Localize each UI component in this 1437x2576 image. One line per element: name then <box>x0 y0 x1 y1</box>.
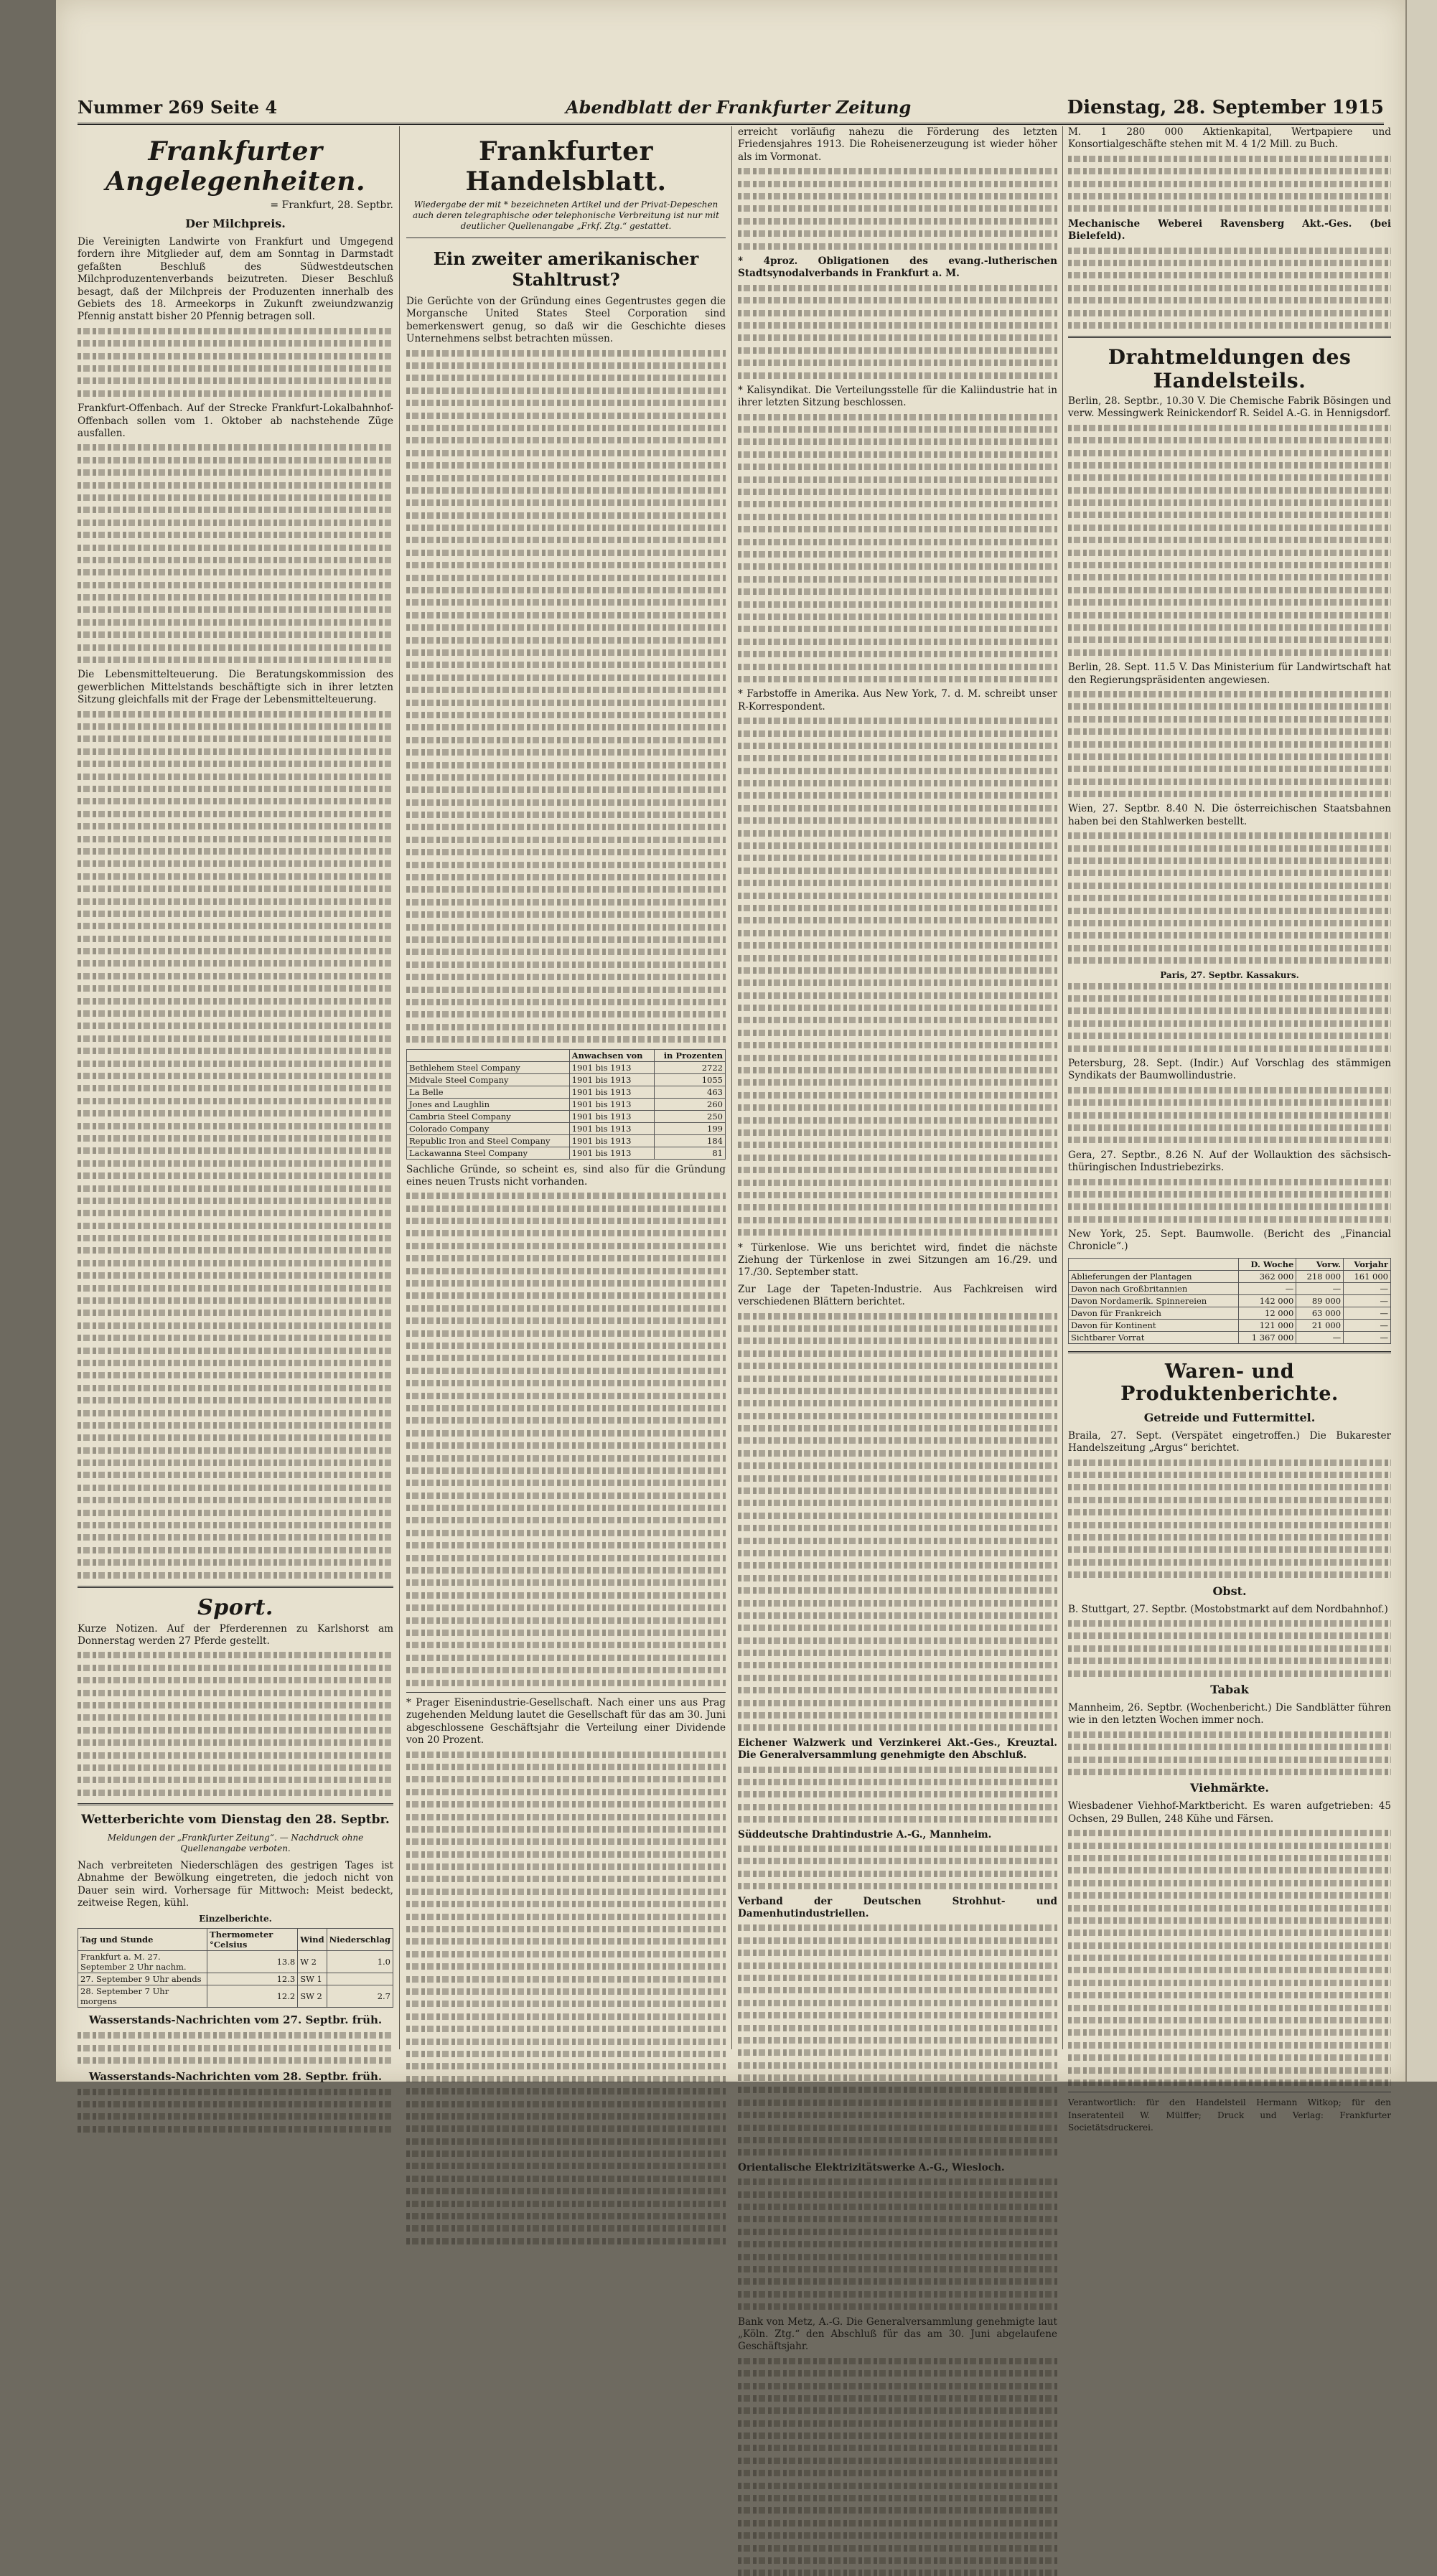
table-cell <box>327 1973 393 1985</box>
column-2 <box>406 126 726 2049</box>
section-title-waren: Waren- und Produktenberichte. <box>1120 1360 1339 1405</box>
table-cell: 21 000 <box>1296 1319 1344 1331</box>
divider <box>78 1803 393 1805</box>
article-text: * 4proz. Obligationen des evang.-lutherischen Stadtsynodalverbands in Frankfurt a. M. <box>738 255 1057 280</box>
table-cell: — <box>1296 1331 1344 1343</box>
table-cell: 184 <box>654 1134 725 1147</box>
article-text: * Kalisyndikat. Die Verteilungsstelle für die Kaliindustrie hat in ihrer letzten Sitzung beschlossen. <box>738 384 1057 409</box>
newspaper-title: Abendblatt der Frankfurter Zeitung <box>566 97 912 118</box>
table-title: Einzelberichte. <box>199 1914 272 1924</box>
article-text: Die Gerüchte von der Gründung eines Gegentrustes gegen die Morgansche United States Steel Corporation sind bemerkenswert genug, so daß wir die Geschichte dieses Unternehmens selbst betrachten müssen. <box>406 296 726 345</box>
table-row <box>78 1973 393 1985</box>
table-cell: 250 <box>654 1110 725 1122</box>
table-cell: Sichtbarer Vorrat <box>1069 1331 1239 1343</box>
text-block <box>1068 425 1391 656</box>
divider <box>1068 1351 1391 1353</box>
table-row <box>1069 1319 1391 1331</box>
table-header: Wind <box>298 1929 327 1951</box>
article-text: Wiesbadener Viehhof-Marktbericht. Es waren aufgetrieben: 45 Ochsen, 29 Bullen, 248 Kühe und Färsen. <box>1068 1800 1391 1825</box>
table-title: Paris, 27. Septbr. Kassakurs. <box>1160 969 1299 980</box>
text-block <box>738 1767 1057 1823</box>
article-headline: Ein zweiter amerikanischer Stahltrust? <box>433 248 699 290</box>
text-block <box>1068 691 1391 797</box>
article-text: Eichener Walzwerk und Verzinkerei Akt.-Ges., Kreuztal. Die Generalversammlung genehmigte den Abschluß. <box>738 1736 1057 1762</box>
text-block <box>78 2089 393 2133</box>
article-text: * Türkenlose. Wie uns berichtet wird, findet die nächste Ziehung der Türkenlose in zwei Sitzungen am 16./29. und 17./30. September statt. <box>738 1241 1057 1279</box>
newspaper-sheet <box>56 0 1405 2353</box>
article-text: B. Stuttgart, 27. Septbr. (Mostobstmarkt auf dem Nordbahnhof.) <box>1068 1603 1388 1615</box>
table-cell: Lackawanna Steel Company <box>407 1147 570 1159</box>
weather-title: Wetterberichte vom Dienstag den 28. Septbr. <box>81 1812 390 1827</box>
steel-table <box>406 1049 726 1160</box>
text-block <box>1068 1731 1391 1775</box>
divider <box>78 1586 393 1588</box>
table-cell: 81 <box>654 1147 725 1159</box>
text-block <box>1068 1179 1391 1223</box>
text-block <box>1068 1087 1391 1144</box>
article-text: erreicht vorläufig nahezu die Förderung des letzten Friedensjahres 1913. Die Roheisenerzeugung ist wieder höher als im Vormonat. <box>738 126 1057 163</box>
text-block <box>78 1652 393 1795</box>
table-cell: Republic Iron and Steel Company <box>407 1134 570 1147</box>
article-text: Verband der Deutschen Strohhut- und Damenhutindustriellen. <box>738 1895 1057 1919</box>
table-cell: 27. September 9 Uhr abends <box>78 1973 207 1985</box>
table-cell: 260 <box>654 1098 725 1110</box>
table-cell: — <box>1344 1307 1391 1319</box>
text-block <box>406 1752 726 2244</box>
table-cell: — <box>1296 1282 1344 1294</box>
article-text: Braila, 27. Sept. (Verspätet eingetroffen.) Die Bukarester Handelszeitung „Argus“ berichtet. <box>1068 1429 1391 1454</box>
table-cell: 121 000 <box>1238 1319 1296 1331</box>
table-cell: 1901 bis 1913 <box>569 1110 654 1122</box>
section-title-sport: Sport. <box>197 1594 273 1620</box>
column-rule <box>731 126 732 2049</box>
text-block <box>1068 156 1391 212</box>
article-text: Gera, 27. Septbr., 8.26 N. Auf der Wollauktion des sächsisch-thüringischen Industriebezirks. <box>1068 1149 1391 1174</box>
table-cell: 1901 bis 1913 <box>569 1147 654 1159</box>
table-row <box>407 1110 726 1122</box>
table-cell: Frankfurt a. M. 27. September 2 Uhr nachm. <box>78 1951 207 1973</box>
table-cell: 28. September 7 Uhr morgens <box>78 1985 207 2008</box>
article-text: Mannheim, 26. Septbr. (Wochenbericht.) Die Sandblätter führen wie in den letzten Wochen immer noch. <box>1068 1701 1391 1726</box>
table-cell: Bethlehem Steel Company <box>407 1061 570 1073</box>
section-title-handelsblatt: Frankfurter Handelsblatt. <box>465 136 667 197</box>
issue-date: Dienstag, 28. September 1915 <box>1067 97 1384 118</box>
table-cell: 2722 <box>654 1061 725 1073</box>
table-row <box>1069 1294 1391 1307</box>
text-block <box>78 2032 393 2064</box>
table-cell: — <box>1344 1294 1391 1307</box>
table-cell: 1901 bis 1913 <box>569 1061 654 1073</box>
article-text: Berlin, 28. Sept. 11.5 V. Das Ministerium für Landwirtschaft hat den Regierungspräsidenten angewiesen. <box>1068 662 1391 686</box>
table-cell: 142 000 <box>1238 1294 1296 1307</box>
text-block <box>78 328 393 397</box>
article-text: Zur Lage der Tapeten-Industrie. Aus Fachkreisen wird verschiedenen Blättern berichtet. <box>738 1283 1057 1308</box>
article-text: Bank von Metz, A.-G. Die Generalversammlung genehmigte laut „Köln. Ztg.“ den Abschluß für das am 30. Juni abgelaufene Geschäftsjahr. <box>738 2316 1057 2353</box>
table-cell: — <box>1344 1282 1391 1294</box>
text-block <box>738 1924 1057 2156</box>
weather-text: Nach verbreiteten Niederschlägen des gestrigen Tages ist Abnahme der Bewölkung eingetreten, die jedoch nicht von Dauer sein wird. Vorhersage für Mittwoch: Meist bedeckt, zeitweise Regen, kühl. <box>78 1859 393 1909</box>
text-block <box>1068 1459 1391 1579</box>
text-block <box>1068 832 1391 964</box>
table-cell: SW 2 <box>298 1985 327 2008</box>
table-header: Vorw. <box>1296 1258 1344 1270</box>
table-cell: Jones and Laughlin <box>407 1098 570 1110</box>
table-cell: 13.8 <box>207 1951 298 1973</box>
text-block <box>738 2178 1057 2310</box>
table-cell: Midvale Steel Company <box>407 1073 570 1086</box>
article-text: Orientalische Elektrizitätswerke A.-G., Wiesloch. <box>738 2161 1005 2173</box>
table-cell: 63 000 <box>1296 1307 1344 1319</box>
table-cell: La Belle <box>407 1086 570 1098</box>
table-cell: Cambria Steel Company <box>407 1110 570 1122</box>
text-block <box>738 1313 1057 1731</box>
table-cell: Davon Nordamerik. Spinnereien <box>1069 1294 1239 1307</box>
issue-number: Nummer 269 Seite 4 <box>78 97 278 118</box>
table-cell: — <box>1238 1282 1296 1294</box>
section-title-local: Frankfurter Angelegenheiten. <box>105 136 365 197</box>
table-cell: — <box>1344 1319 1391 1331</box>
table-cell: 2.7 <box>327 1985 393 2008</box>
table-cell: Colorado Company <box>407 1122 570 1134</box>
column-3 <box>738 126 1057 2353</box>
table-row <box>407 1098 726 1110</box>
table-row <box>1069 1282 1391 1294</box>
text-block <box>1068 248 1391 329</box>
article-text: M. 1 280 000 Aktienkapital, Wertpapiere und Konsortialgeschäfte stehen mit M. 4 1/2 Mill. zu Buch. <box>1068 126 1391 151</box>
column-4 <box>1068 126 1391 2133</box>
dateline: = Frankfurt, 28. Septbr. <box>270 199 393 211</box>
table-row <box>1069 1331 1391 1343</box>
article-title: Der Milchpreis. <box>185 217 286 230</box>
masthead <box>78 97 1384 125</box>
weather-table <box>78 1928 393 2008</box>
divider <box>1068 336 1391 338</box>
imprint: Verantwortlich: für den Handelsteil Hermann Witkop; für den Inseratenteil W. Mülffer; Druck und Verlag: Frankfurter Societätsdruckerei. <box>1068 2097 1391 2133</box>
table-cell: 1901 bis 1913 <box>569 1122 654 1134</box>
table-cell: 1 367 000 <box>1238 1331 1296 1343</box>
table-header: Anwachsen von <box>569 1049 654 1061</box>
article-text: Berlin, 28. Septbr., 10.30 V. Die Chemische Fabrik Bösingen und verw. Messingwerk Reinickendorf R. Seidel A.-G. in Hennigsdorf. <box>1068 395 1391 420</box>
table-row <box>407 1086 726 1098</box>
table-row <box>1069 1307 1391 1319</box>
table-header <box>407 1049 570 1061</box>
table-row <box>1069 1270 1391 1282</box>
table-cell: 1.0 <box>327 1951 393 1973</box>
table-cell: Davon nach Großbritannien <box>1069 1282 1239 1294</box>
water-title: Wasserstands-Nachrichten vom 27. Septbr. früh. <box>88 2013 383 2027</box>
text-block <box>738 414 1057 682</box>
column-rule <box>399 126 400 2049</box>
article-text: Sachliche Gründe, so scheint es, sind also für die Gründung eines neuen Trusts nicht vorhanden. <box>406 1163 726 1188</box>
article-text: Die Vereinigten Landwirte von Frankfurt und Umgegend fordern ihre Mitglieder auf, dem am Sonntag in Darmstadt gefaßten Beschluß des Südwestdeutschen Milchproduzentenverbands beizutreten. Dieser Beschluß besagt, daß der Milchpreis der Produzenten innerhalb des Gebiets des 18. Armeekorps in Zukunft zweiundzwanzig Pfennig anstatt bisher 20 Pfennig betragen soll. <box>78 236 393 323</box>
text-block <box>406 1193 726 1686</box>
column-1 <box>78 126 393 2083</box>
page-edge <box>1405 0 1437 2082</box>
table-row <box>78 1951 393 1973</box>
article-text: * Farbstoffe in Amerika. Aus New York, 7. d. M. schreibt unser R-Korrespondent. <box>738 688 1057 713</box>
table-header: Niederschlag <box>327 1929 393 1951</box>
text-block <box>738 718 1057 1236</box>
subsection-title: Viehmärkte. <box>1190 1781 1269 1795</box>
article-text: Süddeutsche Drahtindustrie A.-G., Mannheim. <box>738 1828 992 1841</box>
table-cell: Davon für Frankreich <box>1069 1307 1239 1319</box>
article-text: Frankfurt-Offenbach. Auf der Strecke Frankfurt-Lokalbahnhof-Offenbach sollen vom 1. Oktober ab nachstehende Züge ausfallen. <box>78 403 393 439</box>
table-cell: 199 <box>654 1122 725 1134</box>
table-cell: 218 000 <box>1296 1270 1344 1282</box>
article-text: * Prager Eisenindustrie-Gesellschaft. Nach einer uns aus Prag zugehenden Meldung lautet die Gesellschaft für das am 30. Juni abgeschlossene Geschäftsjahr die Verteilung einer Dividende von 20 Prozent. <box>406 1696 726 1747</box>
table-cell: 1901 bis 1913 <box>569 1073 654 1086</box>
table-row <box>407 1134 726 1147</box>
table-header: Vorjahr <box>1344 1258 1391 1270</box>
column-rule <box>1062 126 1063 2049</box>
table-cell: 463 <box>654 1086 725 1098</box>
text-block <box>1068 1620 1391 1677</box>
divider <box>406 1692 726 1693</box>
table-cell: 1901 bis 1913 <box>569 1098 654 1110</box>
table-row <box>407 1073 726 1086</box>
text-block <box>1068 1830 1391 2086</box>
table-header: in Prozenten <box>654 1049 725 1061</box>
subsection-title: Tabak <box>1210 1682 1249 1696</box>
table-row <box>407 1122 726 1134</box>
table-cell: 89 000 <box>1296 1294 1344 1307</box>
table-row <box>407 1061 726 1073</box>
table-cell: Davon für Kontinent <box>1069 1319 1239 1331</box>
table-cell: 1901 bis 1913 <box>569 1086 654 1098</box>
article-text: Wien, 27. Septbr. 8.40 N. Die österreichischen Staatsbahnen haben bei den Stahlwerken bestellt. <box>1068 803 1391 827</box>
article-text: Petersburg, 28. Sept. (Indir.) Auf Vorschlag des stämmigen Syndikats der Baumwollindustrie. <box>1068 1057 1391 1082</box>
table-row <box>407 1147 726 1159</box>
subsection-title: Getreide und Futtermittel. <box>1143 1410 1316 1424</box>
text-block <box>1068 983 1391 1052</box>
article-text: New York, 25. Sept. Baumwolle. (Bericht des „Financial Chronicle“.) <box>1068 1228 1391 1253</box>
text-block <box>738 1846 1057 1889</box>
table-cell: 1055 <box>654 1073 725 1086</box>
weather-subtitle: Meldungen der „Frankfurter Zeitung“. — Nachdruck ohne Quellenangabe verboten. <box>107 1832 364 1853</box>
table-cell: 12.3 <box>207 1973 298 1985</box>
article-text: Mechanische Weberei Ravensberg Akt.-Ges. (bei Bielefeld). <box>1068 217 1391 243</box>
text-block <box>738 285 1057 379</box>
table-cell: 362 000 <box>1238 1270 1296 1282</box>
table-header <box>1069 1258 1239 1270</box>
reprint-notice: Wiedergabe der mit * bezeichneten Artikel und der Privat-Depeschen auch deren telegraphische oder telephonische Verbreitung ist nur mit deutlicher Quellenangabe „Frkf. Ztg.“ gestattet. <box>413 199 719 231</box>
table-cell: 12.2 <box>207 1985 298 2008</box>
text-block <box>78 444 393 663</box>
text-block <box>406 350 726 1043</box>
cotton-table <box>1068 1258 1391 1344</box>
table-header: Tag und Stunde <box>78 1929 207 1951</box>
table-cell: SW 1 <box>298 1973 327 1985</box>
section-title-drahtmeldungen: Drahtmeldungen des Handelsteils. <box>1108 344 1352 392</box>
table-cell: Ablieferungen der Plantagen <box>1069 1270 1239 1282</box>
text-block <box>78 711 393 1579</box>
table-header: D. Woche <box>1238 1258 1296 1270</box>
subsection-title: Obst. <box>1212 1584 1247 1598</box>
water-title: Wasserstands-Nachrichten vom 28. Septbr. früh. <box>88 2069 383 2083</box>
table-header: Thermometer °Celsius <box>207 1929 298 1951</box>
table-cell: W 2 <box>298 1951 327 1973</box>
table-row <box>78 1985 393 2008</box>
text-block <box>738 2358 1057 2576</box>
table-cell: — <box>1344 1331 1391 1343</box>
table-cell: 12 000 <box>1238 1307 1296 1319</box>
table-cell: 1901 bis 1913 <box>569 1134 654 1147</box>
text-block <box>738 168 1057 249</box>
article-text: Kurze Notizen. Auf der Pferderennen zu Karlshorst am Donnerstag werden 27 Pferde gestellt. <box>78 1622 393 1647</box>
article-text: Die Lebensmittelteuerung. Die Beratungskommission des gewerblichen Mittelstands beschäftigte sich in ihrer letzten Sitzung gleichfalls mit der Frage der Lebensmittelteuerung. <box>78 669 393 706</box>
table-cell: 161 000 <box>1344 1270 1391 1282</box>
